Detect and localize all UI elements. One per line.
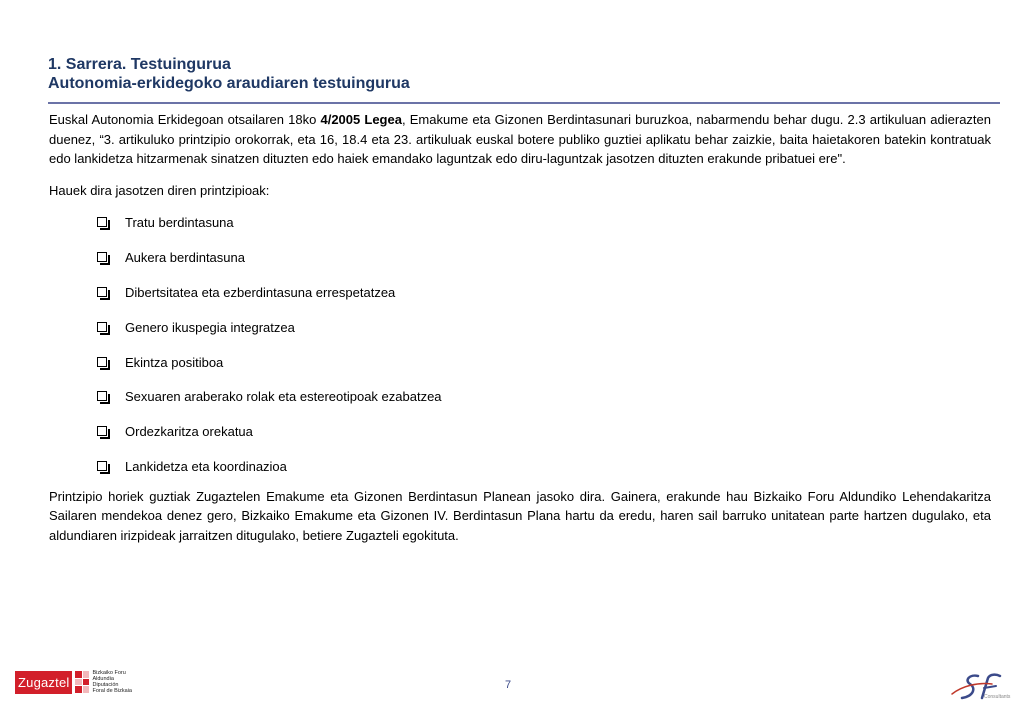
list-item (49, 422, 991, 457)
law-reference: 4/2005 Legea (320, 112, 402, 127)
institution-line: Bizkaiko Foru (92, 670, 126, 676)
checkbox-bullet-icon (97, 391, 107, 401)
list-item (49, 283, 991, 318)
institution-line: Diputación (92, 682, 119, 688)
checkbox-bullet-icon (97, 217, 107, 227)
checkbox-bullet-icon (97, 252, 107, 262)
list-item-label: Lankidetza eta koordinazioa (125, 458, 287, 474)
institution-line: Aldundia (92, 676, 114, 682)
page-subtitle: Autonomia-erkidegoko araudiaren testuingurua (48, 75, 410, 92)
page-title: 1. Sarrera. Testuingurua (48, 56, 231, 73)
intro-paragraph (49, 110, 991, 169)
sf-consultants-caption: Consultants (984, 694, 1011, 700)
header-divider (48, 102, 1000, 104)
checkbox-bullet-icon (97, 426, 107, 436)
checkbox-bullet-icon (97, 461, 107, 471)
zugaztel-logo (15, 670, 132, 694)
zugaztel-wordmark: Zugaztel (15, 671, 72, 694)
list-item (49, 353, 991, 388)
list-item (49, 457, 991, 492)
document-body (49, 110, 991, 546)
principles-list (49, 213, 991, 491)
list-item (49, 248, 991, 283)
checkbox-bullet-icon (97, 357, 107, 367)
principles-intro: Hauek dira jasotzen diren printzipioak: (49, 182, 270, 198)
intro-text-part2: , Emakume eta Gizonen Berdintasunari buruzkoa, nabarmendu behar dugu. 2.3 artikuluan adierazten duenez, “3. artikuluko printzipio orokorrak, eta 16, 18.4 eta 23. artikuluak euskal botere publiko guztiei aplikatu behar zaizkie, baita haietakoren batekin kontratuak edo lankidetza hitzarmenak sinatzen dituzten edo haiek emandako laguntzak edo diru-laguntzak jasotzen dituzten erakunde pribatuei ere". (49, 112, 991, 167)
list-item-label: Sexuaren araberako rolak eta estereotipoak ezabatzea (125, 389, 442, 405)
list-item-label: Ekintza positiboa (125, 354, 224, 370)
checkbox-bullet-icon (97, 287, 107, 297)
page-header (48, 55, 988, 93)
list-item (49, 318, 991, 353)
list-item-label: Dibertsitatea eta ezberdintasuna errespetatzea (125, 284, 396, 300)
bizkaia-institution-text (92, 670, 132, 694)
page-number: 7 (505, 679, 512, 691)
list-item (49, 213, 991, 248)
checkbox-bullet-icon (97, 322, 107, 332)
list-item-label: Tratu berdintasuna (125, 215, 234, 231)
list-item-label: Aukera berdintasuna (125, 250, 245, 266)
closing-paragraph: Printzipio horiek guztiak Zugaztelen Emakume eta Gizonen Berdintasun Planean jasoko dira. Gainera, erakunde hau Bizkaiko Foru Aldundiko Lehendakaritza Sailaren mendekoa denez gero, Bizkaiko Emakume eta Gizonen IV. Berdintasun Plana hartu da eredu, haren sail barruko unitatean parte hartzen dugulako, eta aldundiaren irizpideak jarraitzen ditugulako, betiere Zugazteli egokituta. (49, 488, 991, 543)
list-item (49, 387, 991, 422)
bizkaia-emblem-icon (75, 671, 89, 693)
list-item-label: Genero ikuspegia integratzea (125, 319, 295, 335)
list-item-label: Ordezkaritza orekatua (125, 424, 253, 440)
intro-text-part1: Euskal Autonomia Erkidegoan otsailaren 18ko (49, 112, 321, 127)
sf-consultants-logo-icon (948, 668, 1011, 708)
institution-line: Foral de Bizkaia (92, 688, 132, 694)
